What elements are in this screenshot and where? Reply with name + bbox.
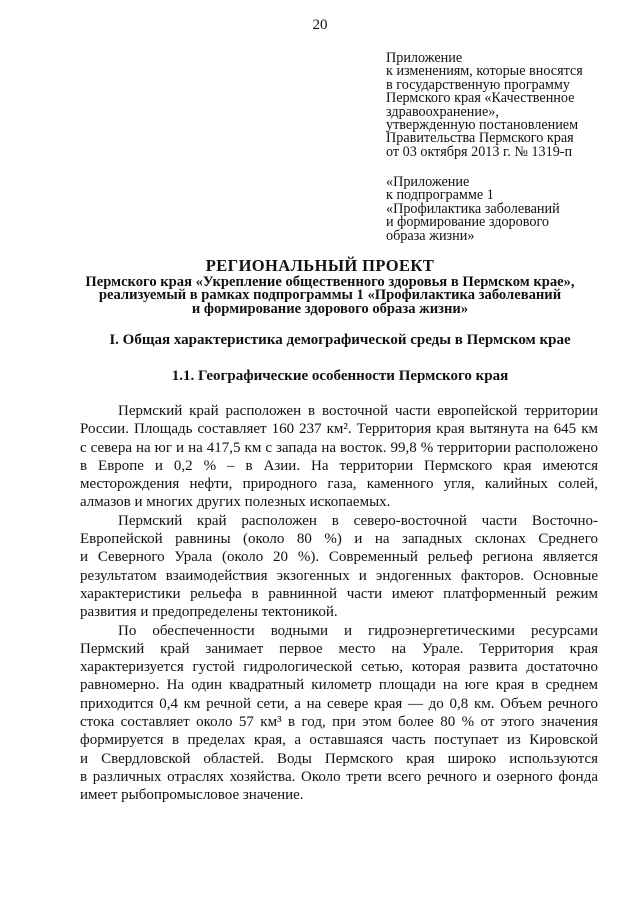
text-line: Пермский край расположен в северо-восточной части Восточно- (118, 512, 598, 529)
text-line: имеет рыбопромысловое значение. (80, 787, 304, 804)
annex-line: здравоохранение», (386, 103, 499, 120)
annex-line: в государственную программу (386, 76, 570, 93)
text-line: и Северного Урала (около 20 %). Современный рельеф региона является (80, 549, 598, 566)
annex-line: Правительства Пермского края (386, 130, 574, 147)
text-line: с севера на юг и на 417,5 км с запада на восток. 99,8 % территории расположено (80, 439, 598, 456)
document-title: РЕГИОНАЛЬНЫЙ ПРОЕКТ (205, 256, 435, 275)
text-line: стока составляет около 57 км³ в год, при этом более 80 % от этого значения (80, 714, 598, 731)
annex-line: от 03 октября 2013 г. № 1319-п (386, 143, 573, 160)
text-line: характеристики рельефа в равнинной части имеют платформенный режим (80, 585, 598, 602)
text-line: Европейской равнины (около 80 %) и на западных склонах Среднего (80, 531, 598, 548)
document-subtitle (70, 276, 590, 316)
subsection-title: 1.1. Географические особенности Пермского края (171, 368, 509, 384)
body-text (80, 402, 598, 805)
text-line: Пермский край занимает первое место на Урале. Территория края (80, 640, 598, 657)
annex-line: «Профилактика заболеваний (386, 200, 560, 217)
paragraph (80, 512, 598, 622)
text-line: в Европе и 0,2 % – в Азии. На территории Пермского края имеются (80, 457, 598, 474)
text-line: равномерно. На один квадратный километр площади на юге края в среднем (80, 677, 598, 694)
paragraph (80, 622, 598, 805)
annex-line: к подпрограмме 1 (386, 187, 494, 204)
annex-line: образа жизни» (386, 227, 475, 244)
section-title: I. Общая характеристика демографической среды в Пермском крае (109, 332, 571, 348)
text-line: и Свердловской областей. Воды Пермского края широко используются (80, 750, 598, 767)
annex-line: Приложение (386, 50, 463, 66)
text-line: в различных отраслях хозяйства. Около трети всего речного и озерного фонда (80, 768, 598, 785)
text-line: результатом взаимодействия экзогенных и эндогенных факторов. Основные (80, 567, 598, 584)
text-line: алмазов и многих других полезных ископаемых. (80, 494, 391, 511)
annex-line: и формирование здорового (386, 214, 550, 231)
annex-line: Пермского края «Качественное (386, 90, 575, 107)
text-line: развития и предопределены тектоникой. (80, 604, 338, 621)
subtitle-line: реализуемый в рамках подпрограммы 1 «Профилактика заболеваний (98, 287, 562, 304)
page-number: 20 (312, 17, 328, 33)
text-line: месторождения нефти, природного газа, каменного угля, калийных солей, (80, 476, 598, 493)
subtitle-line: Пермского края «Укрепление общественного здоровья в Пермском крае», (85, 274, 575, 290)
subtitle-line: и формирование здорового образа жизни» (191, 300, 469, 317)
annex-line: «Приложение (386, 174, 470, 190)
annex-line: к изменениям, которые вносятся (386, 63, 583, 80)
text-line: Пермский край расположен в восточной части европейской территории (118, 403, 598, 419)
annex-line: утвержденную постановлением (386, 117, 579, 134)
annex-block-1 (386, 52, 626, 159)
text-line: формируется в пределах края, а оставшаяся часть поступает из Кировской (80, 732, 598, 749)
paragraph (80, 402, 598, 512)
text-line: России. Площадь составляет 160 237 км². Территория края вытянута на 645 км (80, 421, 598, 438)
text-line: характеризуется густой гидрологической сетью, которая развита достаточно (80, 659, 598, 676)
text-line: По обеспеченности водными и гидроэнергетическими ресурсами (118, 622, 598, 639)
text-line: приходится 0,4 км речной сети, а на севере края — до 0,8 км. Объем речного (80, 695, 598, 712)
annex-block-2 (386, 176, 626, 243)
